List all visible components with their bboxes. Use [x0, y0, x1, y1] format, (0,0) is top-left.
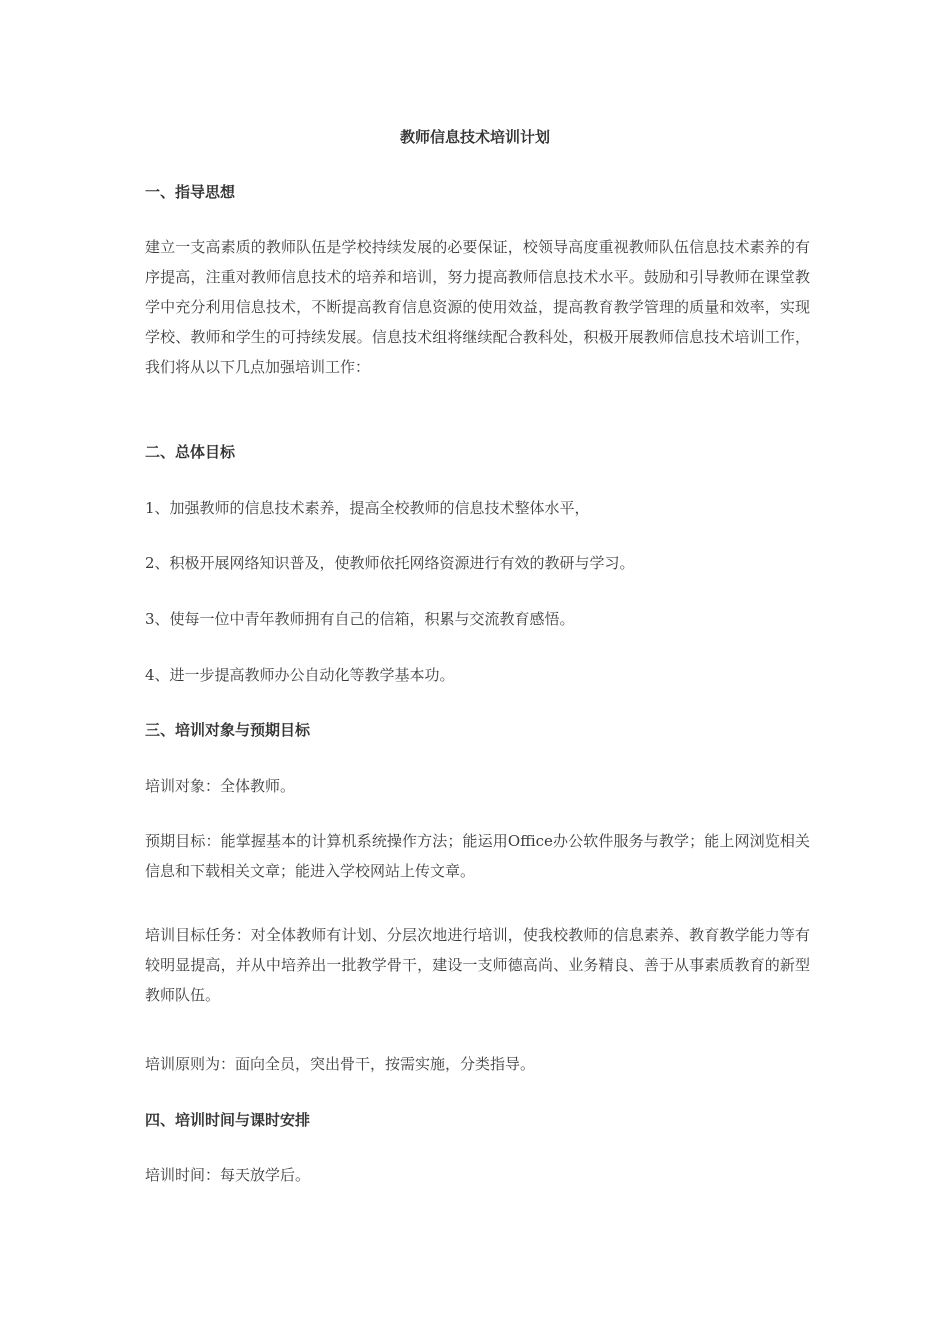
section-heading-overall-goals: 二、总体目标 — [145, 443, 236, 461]
goal-item-1: 1、加强教师的信息技术素养，提高全校教师的信息技术整体水平， — [145, 499, 590, 517]
expected-goals-paragraph: 预期目标：能掌握基本的计算机系统操作方法；能运用Office办公软件服务与教学；能上网浏览相关信息和下载相关文章；能进入学校网站上传文章。 — [145, 832, 810, 880]
goal-item-2: 2、积极开展网络知识普及，使教师依托网络资源进行有效的教研与学习。 — [145, 554, 635, 572]
goal-item-3: 3、使每一位中青年教师拥有自己的信箱，积累与交流教育感悟。 — [145, 610, 575, 628]
section-heading-training-targets: 三、培训对象与预期目标 — [145, 721, 311, 739]
training-task-paragraph: 培训目标任务：对全体教师有计划、分层次地进行培训，使我校教师的信息素养、教育教学能力等有较明显提高，并从中培养出一批教学骨干，建设一支师德高尚、业务精良、善于从事素质教育的新型教师队伍。 — [145, 926, 810, 1004]
training-target-text: 培训对象：全体教师。 — [145, 777, 296, 795]
document-title: 教师信息技术培训计划 — [399, 128, 550, 146]
training-principle-text: 培训原则为：面向全员，突出骨干，按需实施，分类指导。 — [145, 1055, 536, 1073]
goal-item-4: 4、进一步提高教师办公自动化等教学基本功。 — [145, 666, 455, 684]
section-heading-guiding-ideology: 一、指导思想 — [145, 183, 236, 201]
section-heading-schedule: 四、培训时间与课时安排 — [145, 1111, 311, 1129]
training-time-text: 培训时间：每天放学后。 — [145, 1166, 311, 1184]
paragraph-guiding-ideology: 建立一支高素质的教师队伍是学校持续发展的必要保证，校领导高度重视教师队伍信息技术素养的有序提高，注重对教师信息技术的培养和培训，努力提高教师信息技术水平。鼓励和引导教师在课堂教学中充分利用信息技术，不断提高教育信息资源的使用效益，提高教育教学管理的质量和效率，实现学校、教师和学生的可持续发展。信息技术组将继续配合教科处，积极开展教师信息技术培训工作，我们将从以下几点加强培训工作： — [145, 238, 810, 376]
